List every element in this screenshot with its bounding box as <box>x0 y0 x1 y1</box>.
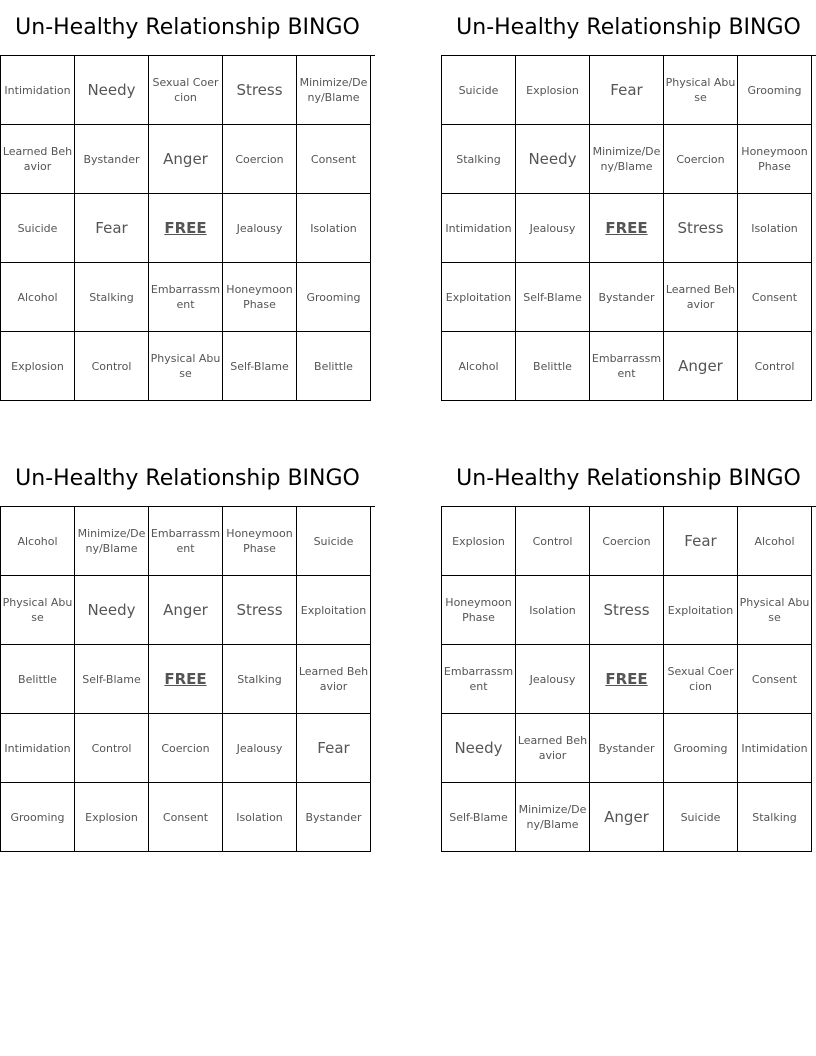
bingo-cell <box>75 714 149 783</box>
bingo-cell <box>738 576 812 645</box>
bingo-cell <box>516 714 590 783</box>
bingo-cell <box>664 645 738 714</box>
bingo-cell <box>223 645 297 714</box>
cell-label: Fear <box>684 531 717 550</box>
bingo-cell <box>738 714 812 783</box>
cell-label: Anger <box>604 807 649 826</box>
cell-label: Coercion <box>235 152 284 166</box>
bingo-cell <box>664 783 738 852</box>
bingo-cell <box>75 125 149 194</box>
bingo-cell <box>516 507 590 576</box>
cell-label: Stalking <box>752 810 797 824</box>
bingo-grid <box>441 506 816 852</box>
bingo-cell <box>442 783 516 852</box>
bingo-cell <box>1 263 75 332</box>
bingo-cell <box>297 507 371 576</box>
bingo-cell <box>223 507 297 576</box>
bingo-cell <box>664 125 738 194</box>
cell-label: Belittle <box>18 672 57 686</box>
bingo-cell <box>223 714 297 783</box>
bingo-cell <box>1 125 75 194</box>
card-title: Un-Healthy Relationship BINGO <box>456 466 801 491</box>
card-title: Un-Healthy Relationship BINGO <box>15 15 360 40</box>
bingo-cell <box>664 56 738 125</box>
cell-label: Suicide <box>17 221 58 235</box>
cell-label: Jealousy <box>529 672 576 686</box>
bingo-cell <box>442 125 516 194</box>
bingo-cell <box>664 263 738 332</box>
bingo-cell <box>297 263 371 332</box>
bingo-cell <box>149 263 223 332</box>
cell-label: Intimidation <box>445 221 512 235</box>
cell-label: Self-Blame <box>230 359 289 373</box>
bingo-cell <box>738 263 812 332</box>
bingo-cell <box>516 783 590 852</box>
bingo-cell <box>223 56 297 125</box>
cell-label: Coercion <box>676 152 725 166</box>
bingo-cell <box>442 507 516 576</box>
cell-label: Fear <box>610 80 643 99</box>
bingo-cell <box>664 332 738 401</box>
cell-label: Explosion <box>452 534 505 548</box>
cell-label: Intimidation <box>4 83 71 97</box>
cell-label: Needy <box>454 738 503 757</box>
cell-label: Control <box>754 359 795 373</box>
bingo-cell <box>442 56 516 125</box>
cell-label: Minimize/Deny/Blame <box>592 145 661 173</box>
bingo-cell <box>738 645 812 714</box>
cell-label: Physical Abuse <box>2 596 73 624</box>
bingo-cell <box>75 783 149 852</box>
bingo-cell <box>149 507 223 576</box>
bingo-cell <box>516 576 590 645</box>
bingo-cell <box>75 194 149 263</box>
cell-label: Stress <box>236 80 283 99</box>
bingo-cell <box>664 507 738 576</box>
bingo-cell <box>297 645 371 714</box>
bingo-cell <box>590 56 664 125</box>
cell-label: Self-Blame <box>449 810 508 824</box>
bingo-cell <box>223 263 297 332</box>
bingo-cell <box>442 263 516 332</box>
cell-label: Exploitation <box>667 603 734 617</box>
card-title: Un-Healthy Relationship BINGO <box>15 466 360 491</box>
bingo-cell <box>297 56 371 125</box>
cell-label: Embarrassment <box>150 527 221 555</box>
bingo-cell <box>223 332 297 401</box>
cell-label: FREE <box>605 669 648 688</box>
cell-label: Bystander <box>305 810 362 824</box>
cell-label: Anger <box>678 356 723 375</box>
cell-label: Physical Abuse <box>150 352 221 380</box>
bingo-cell <box>1 783 75 852</box>
bingo-cell <box>1 714 75 783</box>
cell-label: Isolation <box>310 221 357 235</box>
cell-label: Stalking <box>237 672 282 686</box>
cell-label: Needy <box>528 149 577 168</box>
cell-label: Minimize/Deny/Blame <box>518 803 587 831</box>
cell-label: Exploitation <box>300 603 367 617</box>
cell-label: Explosion <box>85 810 138 824</box>
cell-label: Needy <box>87 80 136 99</box>
bingo-cell <box>738 783 812 852</box>
bingo-grid <box>441 55 816 401</box>
bingo-cell <box>516 125 590 194</box>
cell-label: FREE <box>164 218 207 237</box>
bingo-cell <box>149 332 223 401</box>
free-space <box>149 194 223 263</box>
bingo-cell <box>738 56 812 125</box>
cell-label: Learned Behavior <box>2 145 73 173</box>
cell-label: Physical Abuse <box>665 76 736 104</box>
bingo-cell <box>738 125 812 194</box>
cell-label: Stress <box>236 600 283 619</box>
bingo-cell <box>738 194 812 263</box>
cell-label: Alcohol <box>17 534 58 548</box>
bingo-cell <box>516 332 590 401</box>
cell-label: Grooming <box>10 810 65 824</box>
cell-label: Jealousy <box>236 221 283 235</box>
bingo-card <box>441 451 816 852</box>
bingo-cell <box>297 783 371 852</box>
cell-label: Explosion <box>526 83 579 97</box>
bingo-cell <box>516 56 590 125</box>
bingo-cell <box>442 576 516 645</box>
cell-label: Fear <box>317 738 350 757</box>
bingo-cell <box>516 263 590 332</box>
cell-label: Coercion <box>602 534 651 548</box>
cell-label: Minimize/Deny/Blame <box>77 527 146 555</box>
cell-label: Embarrassment <box>443 665 514 693</box>
cell-label: Control <box>532 534 573 548</box>
bingo-cell <box>75 56 149 125</box>
bingo-cell <box>75 645 149 714</box>
cell-label: Honeymoon Phase <box>741 145 808 173</box>
cell-label: Intimidation <box>4 741 71 755</box>
cell-label: Bystander <box>83 152 140 166</box>
bingo-cell <box>664 576 738 645</box>
bingo-cell <box>664 714 738 783</box>
bingo-cell <box>1 56 75 125</box>
cell-label: Alcohol <box>754 534 795 548</box>
bingo-cell <box>738 332 812 401</box>
cell-label: Isolation <box>529 603 576 617</box>
cell-label: Consent <box>310 152 357 166</box>
bingo-cell <box>442 645 516 714</box>
cell-label: Bystander <box>598 741 655 755</box>
cell-label: Honeymoon Phase <box>445 596 512 624</box>
free-space <box>149 645 223 714</box>
bingo-cell <box>590 125 664 194</box>
bingo-cell <box>75 332 149 401</box>
cell-label: Embarrassment <box>150 283 221 311</box>
bingo-cell <box>516 645 590 714</box>
bingo-cell <box>149 714 223 783</box>
cell-label: FREE <box>605 218 648 237</box>
cell-label: Learned Behavior <box>517 734 588 762</box>
cell-label: Honeymoon Phase <box>226 283 293 311</box>
cell-label: Honeymoon Phase <box>226 527 293 555</box>
cell-label: Isolation <box>236 810 283 824</box>
cell-label: Embarrassment <box>591 352 662 380</box>
bingo-cell <box>1 332 75 401</box>
bingo-cell <box>297 125 371 194</box>
cell-label: Physical Abuse <box>739 596 810 624</box>
bingo-cell <box>1 645 75 714</box>
bingo-grid <box>0 506 375 852</box>
bingo-cell <box>590 263 664 332</box>
bingo-cell <box>738 507 812 576</box>
bingo-cell <box>442 714 516 783</box>
bingo-cell <box>516 194 590 263</box>
cell-label: Self-Blame <box>82 672 141 686</box>
cell-label: FREE <box>164 669 207 688</box>
bingo-cell <box>75 263 149 332</box>
bingo-cell <box>590 507 664 576</box>
cell-label: Minimize/Deny/Blame <box>299 76 368 104</box>
bingo-card <box>441 0 816 401</box>
cell-label: Alcohol <box>458 359 499 373</box>
cell-label: Explosion <box>11 359 64 373</box>
bingo-cell <box>223 783 297 852</box>
bingo-cell <box>664 194 738 263</box>
card-title: Un-Healthy Relationship BINGO <box>456 15 801 40</box>
cell-label: Exploitation <box>445 290 512 304</box>
bingo-cell <box>149 125 223 194</box>
bingo-cell <box>223 194 297 263</box>
cell-label: Consent <box>751 290 798 304</box>
cell-label: Consent <box>751 672 798 686</box>
cell-label: Bystander <box>598 290 655 304</box>
bingo-card <box>0 0 375 401</box>
free-space <box>590 645 664 714</box>
bingo-cell <box>1 194 75 263</box>
cell-label: Stress <box>677 218 724 237</box>
bingo-cell <box>297 576 371 645</box>
cell-label: Grooming <box>673 741 728 755</box>
cell-label: Consent <box>162 810 209 824</box>
cell-label: Jealousy <box>529 221 576 235</box>
bingo-cell <box>442 332 516 401</box>
bingo-cell <box>223 125 297 194</box>
bingo-cell <box>1 576 75 645</box>
bingo-cell <box>1 507 75 576</box>
bingo-cell <box>223 576 297 645</box>
bingo-cell <box>297 332 371 401</box>
cell-label: Suicide <box>313 534 354 548</box>
bingo-cell <box>590 332 664 401</box>
bingo-cell <box>149 576 223 645</box>
cell-label: Grooming <box>306 290 361 304</box>
cell-label: Suicide <box>680 810 721 824</box>
cell-label: Self-Blame <box>523 290 582 304</box>
cell-label: Sexual Coercion <box>667 665 734 693</box>
cell-label: Anger <box>163 149 208 168</box>
cell-label: Belittle <box>314 359 353 373</box>
cell-label: Isolation <box>751 221 798 235</box>
cell-label: Stalking <box>89 290 134 304</box>
cell-label: Stress <box>603 600 650 619</box>
cell-label: Intimidation <box>741 741 808 755</box>
bingo-cell <box>297 194 371 263</box>
cell-label: Jealousy <box>236 741 283 755</box>
cell-label: Suicide <box>458 83 499 97</box>
cell-label: Learned Behavior <box>665 283 736 311</box>
cell-label: Sexual Coercion <box>152 76 219 104</box>
cell-label: Anger <box>163 600 208 619</box>
cell-label: Belittle <box>533 359 572 373</box>
bingo-cell <box>590 576 664 645</box>
cell-label: Needy <box>87 600 136 619</box>
cell-label: Control <box>91 741 132 755</box>
cell-label: Control <box>91 359 132 373</box>
free-space <box>590 194 664 263</box>
bingo-cell <box>442 194 516 263</box>
cell-label: Coercion <box>161 741 210 755</box>
bingo-card <box>0 451 375 852</box>
cell-label: Grooming <box>747 83 802 97</box>
bingo-cell <box>149 783 223 852</box>
bingo-cell <box>75 576 149 645</box>
cell-label: Learned Behavior <box>298 665 369 693</box>
bingo-cell <box>590 783 664 852</box>
bingo-grid <box>0 55 375 401</box>
bingo-cell <box>297 714 371 783</box>
bingo-cell <box>75 507 149 576</box>
cell-label: Fear <box>95 218 128 237</box>
bingo-cell <box>590 714 664 783</box>
bingo-cell <box>149 56 223 125</box>
cell-label: Alcohol <box>17 290 58 304</box>
cell-label: Stalking <box>456 152 501 166</box>
